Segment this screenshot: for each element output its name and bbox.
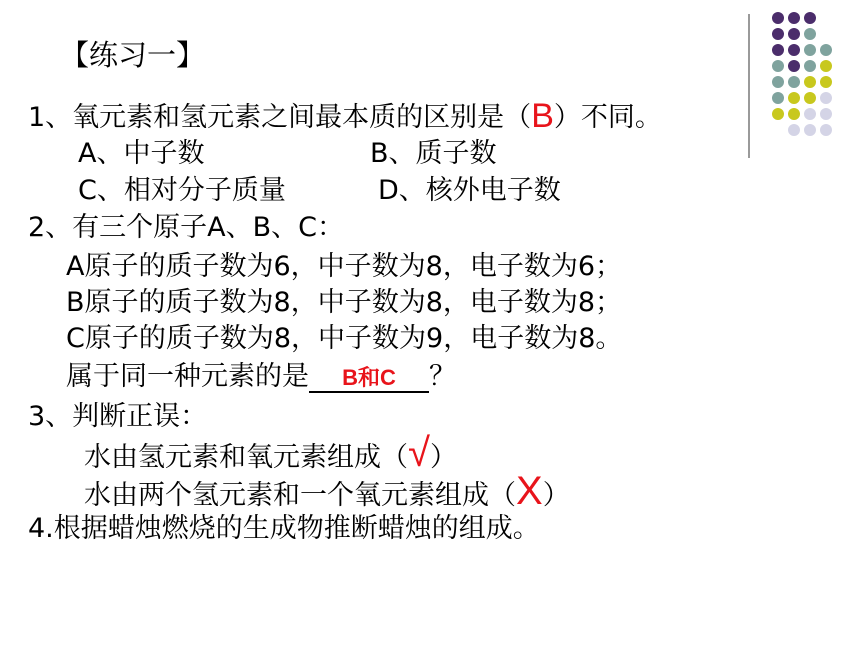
q2-ask-end: ？ [429,361,456,392]
decor-dot [788,92,800,104]
q2-stem: 2、有三个原子A、B、C： [28,212,345,243]
decor-dot [788,76,800,88]
decor-dot [804,124,816,136]
q3-stem: 3、判断正误： [28,401,208,432]
decor-dot [788,28,800,40]
q3-s2-before: 水由两个氢元素和一个氧元素组成（ [84,480,516,511]
q3-statement-1 [84,431,457,475]
q4-stem: 4.根据蜡烛燃烧的生成物推断蜡烛的组成。 [28,513,540,544]
q3-s1-after: ） [429,442,457,473]
q1-stem-before: 1、氧元素和氢元素之间最本质的区别是（ [28,102,532,133]
decor-divider-line [748,14,750,158]
q2-answer: B和C [342,365,396,390]
q1-stem [28,98,662,135]
decor-dot [772,60,784,72]
decor-dot [820,44,832,56]
q2-line-c: C原子的质子数为8，中子数为9，电子数为8。 [66,323,623,354]
decor-dot [820,92,832,104]
decor-dot [820,60,832,72]
decor-dot [772,76,784,88]
decor-dot [804,76,816,88]
decor-dot [772,108,784,120]
q2-line-a: A原子的质子数为6，中子数为8，电子数为6； [66,251,623,282]
decor-dot [788,12,800,24]
decor-dot [804,28,816,40]
q3-s1-mark: √ [408,431,430,475]
q1-option-a: A、中子数 [78,138,205,169]
decor-dot [788,108,800,120]
q1-option-d: D、核外电子数 [378,175,561,206]
decor-dot [820,124,832,136]
q3-s2-mark: X [516,469,543,513]
decor-dot [804,60,816,72]
decor-dot [804,108,816,120]
page-title: 【练习一】 [60,38,206,72]
q2-ask-text: 属于同一种元素的是 [66,361,309,392]
decor-dot [772,92,784,104]
decor-dot [772,12,784,24]
decor-dot [772,44,784,56]
decor-dot [788,124,800,136]
q2-answer-blank [309,363,429,393]
q3-statement-2 [84,469,570,513]
q1-stem-after: ）不同。 [553,102,662,133]
q3-s1-before: 水由氢元素和氧元素组成（ [84,442,408,473]
decor-dot [788,60,800,72]
decor-dot [820,108,832,120]
decor-dot [804,44,816,56]
decor-dot [772,28,784,40]
q3-s2-after: ） [542,480,570,511]
decor-dot [820,76,832,88]
decor-dot [804,12,816,24]
decor-dot [788,44,800,56]
q1-option-c: C、相对分子质量 [78,175,286,206]
q1-option-b: B、质子数 [370,138,497,169]
q2-ask [66,360,456,394]
decor-dot [804,92,816,104]
q2-line-b: B原子的质子数为8，中子数为8，电子数为8； [66,287,623,318]
q1-answer: B [531,97,554,135]
